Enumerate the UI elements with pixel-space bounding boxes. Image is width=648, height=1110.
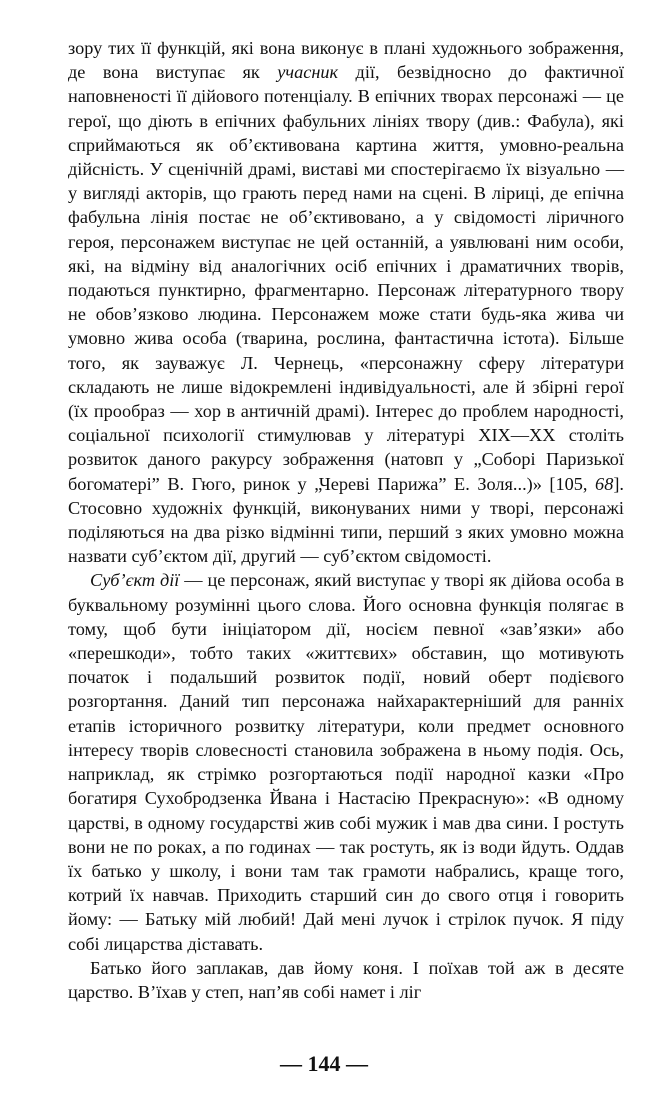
paragraph — [68, 956, 624, 1004]
page-number: — 144 — — [280, 1051, 368, 1076]
paragraph — [68, 36, 624, 568]
body-text — [68, 36, 624, 1004]
text-run: дії, безвідносно до фактичної наповненості її дійового потенціалу. В епічних творах персонажі — це герої, що діють в епічних фабульних лініях твору (див.: Фабула), які сприймаються як об’єктивована картина життя, умовно-реальна дійсність. У сценічній драмі, виставі ми спостерігаємо їх візуально — у вигляді акторів, що грають перед нами на сцені. В ліриці, де епічна фабульна лінія постає не об’єктивовано, а у свідомості ліричного героя, персонажем виступає не цей останній, а уявлювані ним особи, які, на відміну від аналогічних осіб епічних і драматичних творів, подаються пунктирно, фрагментарно. Персонаж літературного твору не обов’язково людина. Персонажем може стати будь-яка жива чи умовно жива особа (тварина, рослина, фантастична істота). Більше того, як зауважує Л. Чернець, «персонажну сферу літератури складають не лише відокремлені індивідуальності, але й збірні герої (їх прообраз — хор в античній драмі). Інтерес до проблем народності, соціальної психології стимулював у літературі XIX—XX століть розвиток даного ракурсу зображення (натовп у „Соборі Паризької богоматері” В. Гюго, ринок у „Череві Парижа” Е. Золя...)» [105, — [68, 62, 624, 494]
text-run: — це персонаж, який виступає у творі як дійова особа в буквальному розумінні цього слова. Його основна функція полягає в тому, щоб бути ініціатором дії, носієм певної «зав’язки» або «перешкоди», тобто таких «життєвих» обставин, що мотивують початок і подальший розвиток події, новий оберт подієвого розгортання. Даний тип персонажа найхарактерніший для ранніх етапів історичного розвитку літератури, коли предмет основного інтересу творів словесності становила зображена в ньому подія. Ось, наприклад, як стрімко розгортаються події народної казки «Про богатиря Сухобродзенка Йвана і Настасію Прекрасную»: «В одному царстві, в одному государстві жив собі мужик і мав два сини. І ростуть вони не по роках, а по годинах — так ростуть, як із води йдуть. Оддав їх батько у школу, і вони там так грамоти набрались, краще того, котрий їх навчав. Приходить старший син до свого отця і говорить йому: — Батьку мій любий! Дай мені лучок і стрілок пучок. Я піду собі лицарства діставать. — [68, 570, 624, 954]
text-run: ]. Стосовно художніх функцій, виконуваних ними у творі, персонажі поділяються на два різко відмінні типи, перший з яких умовно можна назвати суб’єктом дії, другий — суб’єктом свідомості. — [68, 473, 624, 567]
italic-text: Суб’єкт дії — [90, 570, 180, 591]
italic-text: учасник — [277, 62, 339, 83]
text-run: Батько його заплакав, дав йому коня. І поїхав той аж в десяте царство. В’їхав у степ, нап’яв собі намет і ліг — [68, 957, 624, 1002]
italic-text: 68 — [595, 473, 614, 494]
paragraph — [68, 568, 624, 955]
text-run: зору тих її функцій, які вона виконує в плані художнього зображення, де вона виступає як — [68, 38, 624, 83]
